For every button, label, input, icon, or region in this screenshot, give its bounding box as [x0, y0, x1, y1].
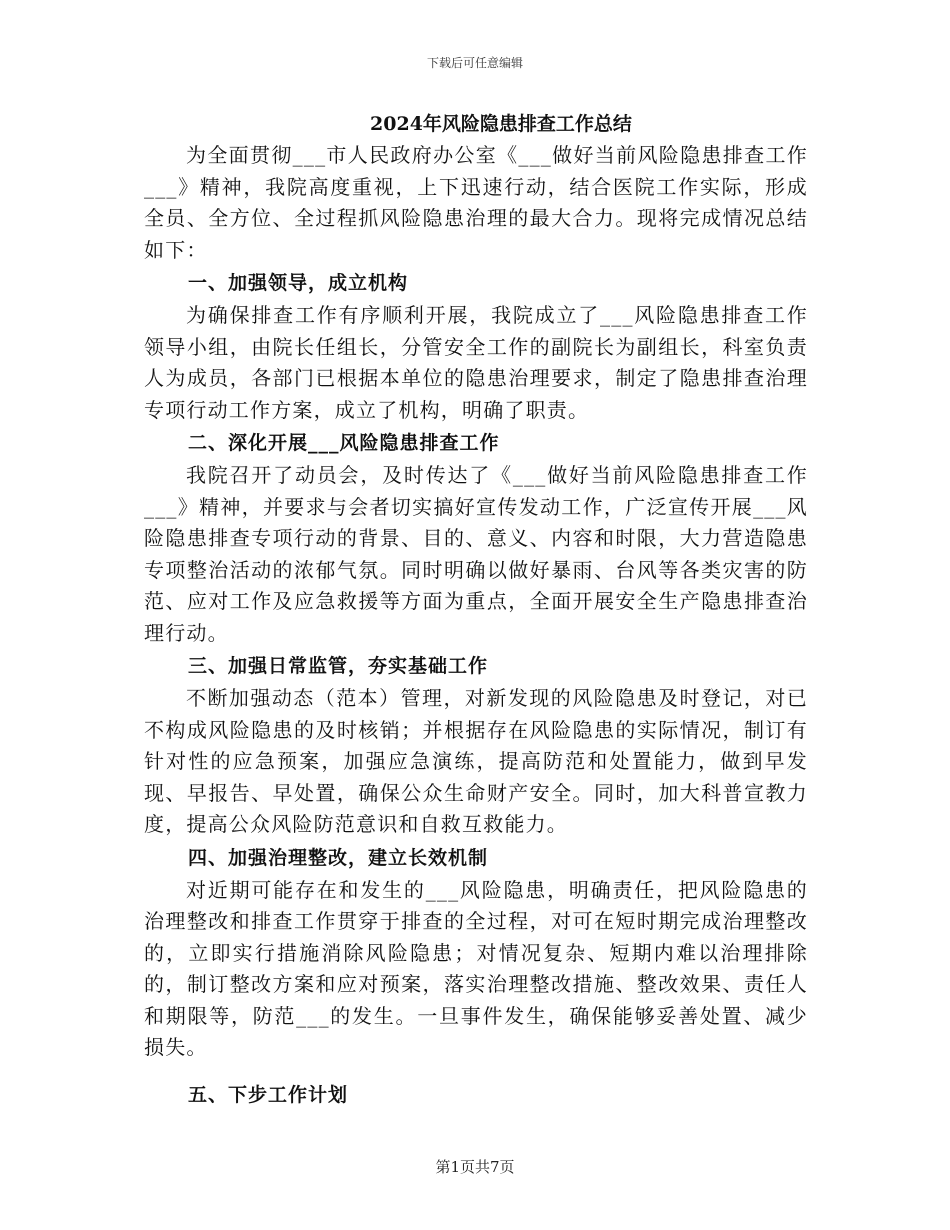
section-heading-5: 五、下步工作计划	[188, 1083, 349, 1106]
section-heading-2: 二、深化开展___风险隐患排查工作	[188, 432, 500, 454]
section-heading-3: 三、加强日常监管，夯实基础工作	[188, 655, 489, 677]
intro-paragraph: 为全面贯彻___市人民政府办公室《___做好当前风险隐患排查工作___》精神，我院高度重视，上下迅速行动，结合医院工作实际，形成全员、全方位、全过程抓风险隐患治理的最大合力。现将完成情况总结如下：	[144, 143, 808, 262]
section-body-2: 我院召开了动员会，及时传达了《___做好当前风险隐患排查工作___》精神，并要求与会者切实搞好宣传发动工作，广泛宣传开展___风险隐患排查专项行动的背景、目的、意义、内容和时限，大力营造隐患专项整治活动的浓郁气氛。同时明确以做好暴雨、台风等各类灾害的防范、应对工作及应急救援等方面为重点，全面开展安全生产隐患排查治理行动。	[144, 463, 808, 645]
section-body-1: 为确保排查工作有序顺利开展，我院成立了___风险隐患排查工作领导小组，由院长任组长，分管安全工作的副院长为副组长，科室负责人为成员，各部门已根据本单位的隐患治理要求，制定了隐患排查治理专项行动工作方案，成立了机构，明确了职责。	[144, 303, 808, 422]
header-note: 下载后可任意编辑	[426, 56, 523, 70]
section-body-4: 对近期可能存在和发生的___风险隐患，明确责任，把风险隐患的治理整改和排查工作贯穿于排查的全过程，对可在短时期完成治理整改的，立即实行措施消除风险隐患；对情况复杂、短期内难以治理排除的，制订整改方案和应对预案，落实治理整改措施、整改效果、责任人和期限等，防范___的发生。一旦事件发生，确保能够妥善处置、减少损失。	[144, 877, 808, 1059]
document-content	[144, 108, 808, 1112]
section-heading-4: 四、加强治理整改，建立长效机制	[188, 846, 489, 869]
section-heading-1: 一、加强领导，成立机构	[188, 272, 409, 294]
page-number: 第1页共7页	[435, 1158, 515, 1176]
section-body-3: 不断加强动态（范本）管理，对新发现的风险隐患及时登记，对已不构成风险隐患的及时核销；并根据存在风险隐患的实际情况，制订有针对性的应急预案，加强应急演练，提高防范和处置能力，做到早发现、早报告、早处置，确保公众生命财产安全。同时，加大科普宣教力度，提高公众风险防范意识和自救互救能力。	[144, 686, 808, 836]
section-spacer	[144, 1064, 808, 1078]
document-title: 2024年风险隐患排查工作总结	[370, 113, 632, 135]
